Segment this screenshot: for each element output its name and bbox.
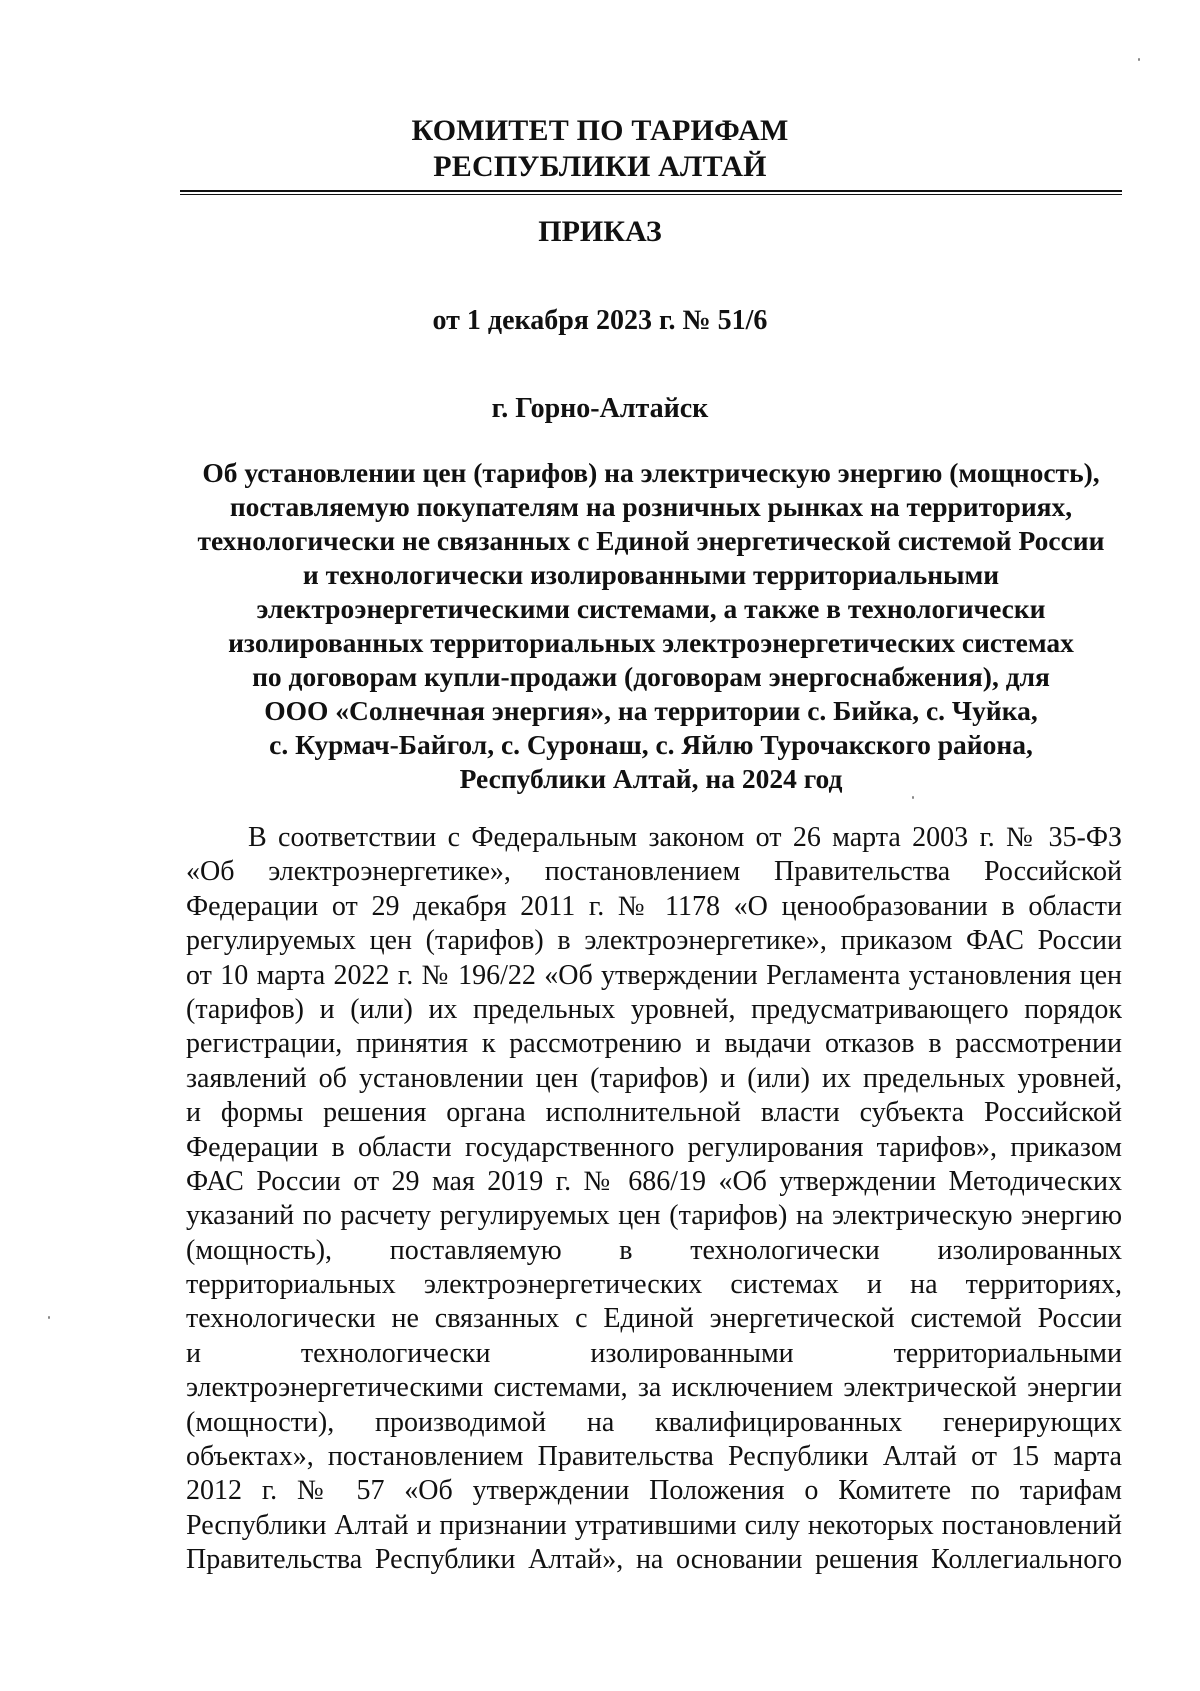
document-place: г. Горно-Алтайск (491, 393, 709, 424)
body-line: технологически не связанных с Единой энергетической системой России (186, 1303, 1122, 1335)
subject-line: Об установлении цен (тарифов) на электрическую энергию (мощность), (202, 457, 1100, 488)
body-line: (мощности), производимой на квалифицированных генерирующих (186, 1406, 1122, 1438)
body-line: Федерации от 29 декабря 2011 г. № 1178 «О ценообразовании в области (186, 890, 1122, 922)
body-line: территориальных электроэнергетических системах и на территориях, (186, 1269, 1122, 1301)
body-line: и формы решения органа исполнительной власти субъекта Российской (186, 1097, 1122, 1129)
body-line: заявлений об установлении цен (тарифов) и (или) их предельных уровней, (186, 1062, 1122, 1094)
body-line: (мощность), поставляемую в технологически изолированных (186, 1234, 1122, 1266)
body-line: объектах», постановлением Правительства Республики Алтай от 15 марта (186, 1441, 1122, 1473)
subject-line: Республики Алтай, на 2024 год (459, 763, 843, 794)
document-subject (180, 456, 1122, 796)
body-line: ФАС России от 29 мая 2019 г. № 686/19 «Об утверждении Методических (186, 1165, 1122, 1197)
organization-name-line-2: РЕСПУБЛИКИ АЛТАЙ (433, 150, 767, 183)
header-divider (180, 190, 1122, 192)
subject-line: технологически не связанных с Единой энергетической системой России (197, 525, 1105, 556)
subject-line: и технологически изолированными территориальными (302, 559, 1000, 590)
header-divider-thin (180, 194, 1122, 195)
body-line: Республики Алтай и признании утратившими силу некоторых постановлений (186, 1509, 1122, 1541)
scan-speck (48, 1316, 50, 1319)
body-line: (тарифов) и (или) их предельных уровней, предусматривающего порядок (186, 993, 1122, 1025)
document-type: ПРИКАЗ (538, 215, 662, 248)
subject-line: изолированных территориальных электроэнергетических системах (228, 627, 1074, 658)
body-line: В соответствии с Федеральным законом от 26 марта 2003 г. № 35-ФЗ (248, 822, 1122, 853)
document-date-number: от 1 декабря 2023 г. № 51/6 (432, 305, 768, 336)
preamble-paragraph (186, 821, 1122, 1578)
scan-speck (1138, 58, 1140, 61)
body-line: указаний по расчету регулируемых цен (тарифов) на электрическую энергию (186, 1200, 1122, 1232)
body-line: Правительства Республики Алтай», на основании решения Коллегиального (186, 1544, 1122, 1576)
subject-line: с. Курмач-Байгол, с. Суронаш, с. Яйлю Турочакского района, (269, 729, 1033, 760)
body-line: «Об электроэнергетике», постановлением Правительства Российской (186, 856, 1122, 888)
body-line: от 10 марта 2022 г. № 196/22 «Об утверждении Регламента установления цен (186, 959, 1122, 991)
subject-line: поставляемую покупателям на розничных рынках на территориях, (229, 491, 1073, 522)
body-line: 2012 г. № 57 «Об утверждении Положения о Комитете по тарифам (186, 1475, 1122, 1507)
scan-speck (912, 796, 914, 799)
body-line: и технологически изолированными территориальными (186, 1337, 1122, 1369)
organization-name-line-1: КОМИТЕТ ПО ТАРИФАМ (411, 114, 789, 147)
body-line: электроэнергетическими системами, за исключением электрической энергии (186, 1372, 1122, 1404)
subject-line: электроэнергетическими системами, а также в технологически (256, 593, 1046, 624)
subject-line: ООО «Солнечная энергия», на территории с. Бийка, с. Чуйка, (264, 695, 1038, 726)
body-line: регулируемых цен (тарифов) в электроэнергетике», приказом ФАС России (186, 925, 1122, 957)
body-line: Федерации в области государственного регулирования тарифов», приказом (186, 1131, 1122, 1163)
body-line: регистрации, принятия к рассмотрению и выдачи отказов в рассмотрении (186, 1028, 1122, 1060)
subject-line: по договорам купли-продажи (договорам энергоснабжения), для (252, 661, 1050, 692)
